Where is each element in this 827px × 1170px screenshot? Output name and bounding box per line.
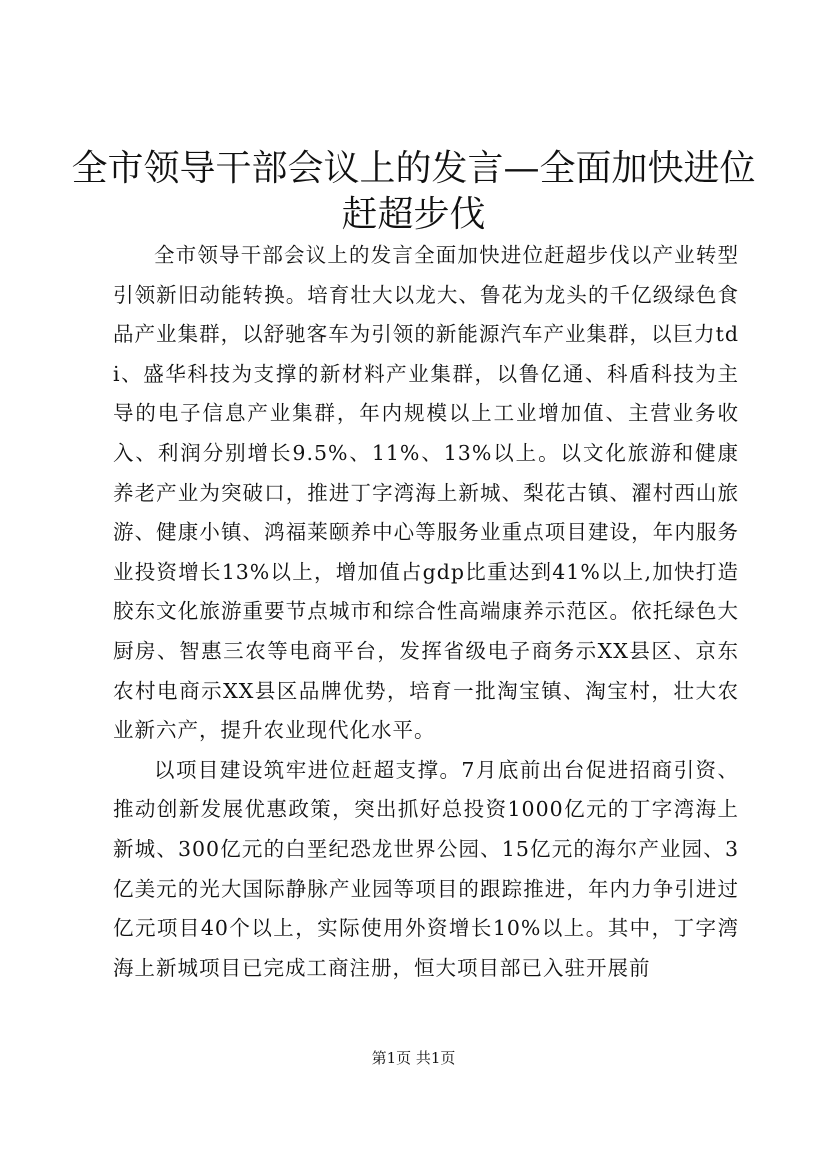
page-footer: 第1页 共1页 — [371, 1049, 456, 1067]
document-body — [113, 236, 739, 988]
paragraph-2: 以项目建设筑牢进位赶超支撑。7月底前出台促进招商引资、推动创新发展优惠政策，突出抓好总投资1000亿元的丁字湾海上新城、300亿元的白垩纪恐龙世界公园、15亿元的海尔产业园、3亿美元的光大国际静脉产业园等项目的跟踪推进，年内力争引进过亿元项目40个以上，实际使用外资增长10%以上。其中，丁字湾海上新城项目已完成工商注册，恒大项目部已入驻开展前 — [113, 757, 739, 980]
document-title: 全市领导干部会议上的发言—全面加快进位赶超步伐 — [71, 148, 756, 235]
paragraph-1: 全市领导干部会议上的发言全面加快进位赶超步伐以产业转型引领新旧动能转换。培育壮大以龙大、鲁花为龙头的千亿级绿色食品产业集群，以舒驰客车为引领的新能源汽车产业集群，以巨力tdi、盛华科技为支撑的新材料产业集群，以鲁亿通、科盾科技为主导的电子信息产业集群，年内规模以上工业增加值、主营业务收入、利润分别增长9.5%、11%、13%以上。以文化旅游和健康养老产业为突破口，推进丁字湾海上新城、梨花古镇、濯村西山旅游、健康小镇、鸿福莱颐养中心等服务业重点项目建设，年内服务业投资增长13%以上，增加值占gdp比重达到41%以上,加快打造胶东文化旅游重要节点城市和综合性高端康养示范区。依托绿色大厨房、智惠三农等电商平台，发挥省级电子商务示XX县区、京东农村电商示XX县区品牌优势，培育一批淘宝镇、淘宝村，壮大农业新六产，提升农业现代化水平。 — [113, 243, 739, 743]
